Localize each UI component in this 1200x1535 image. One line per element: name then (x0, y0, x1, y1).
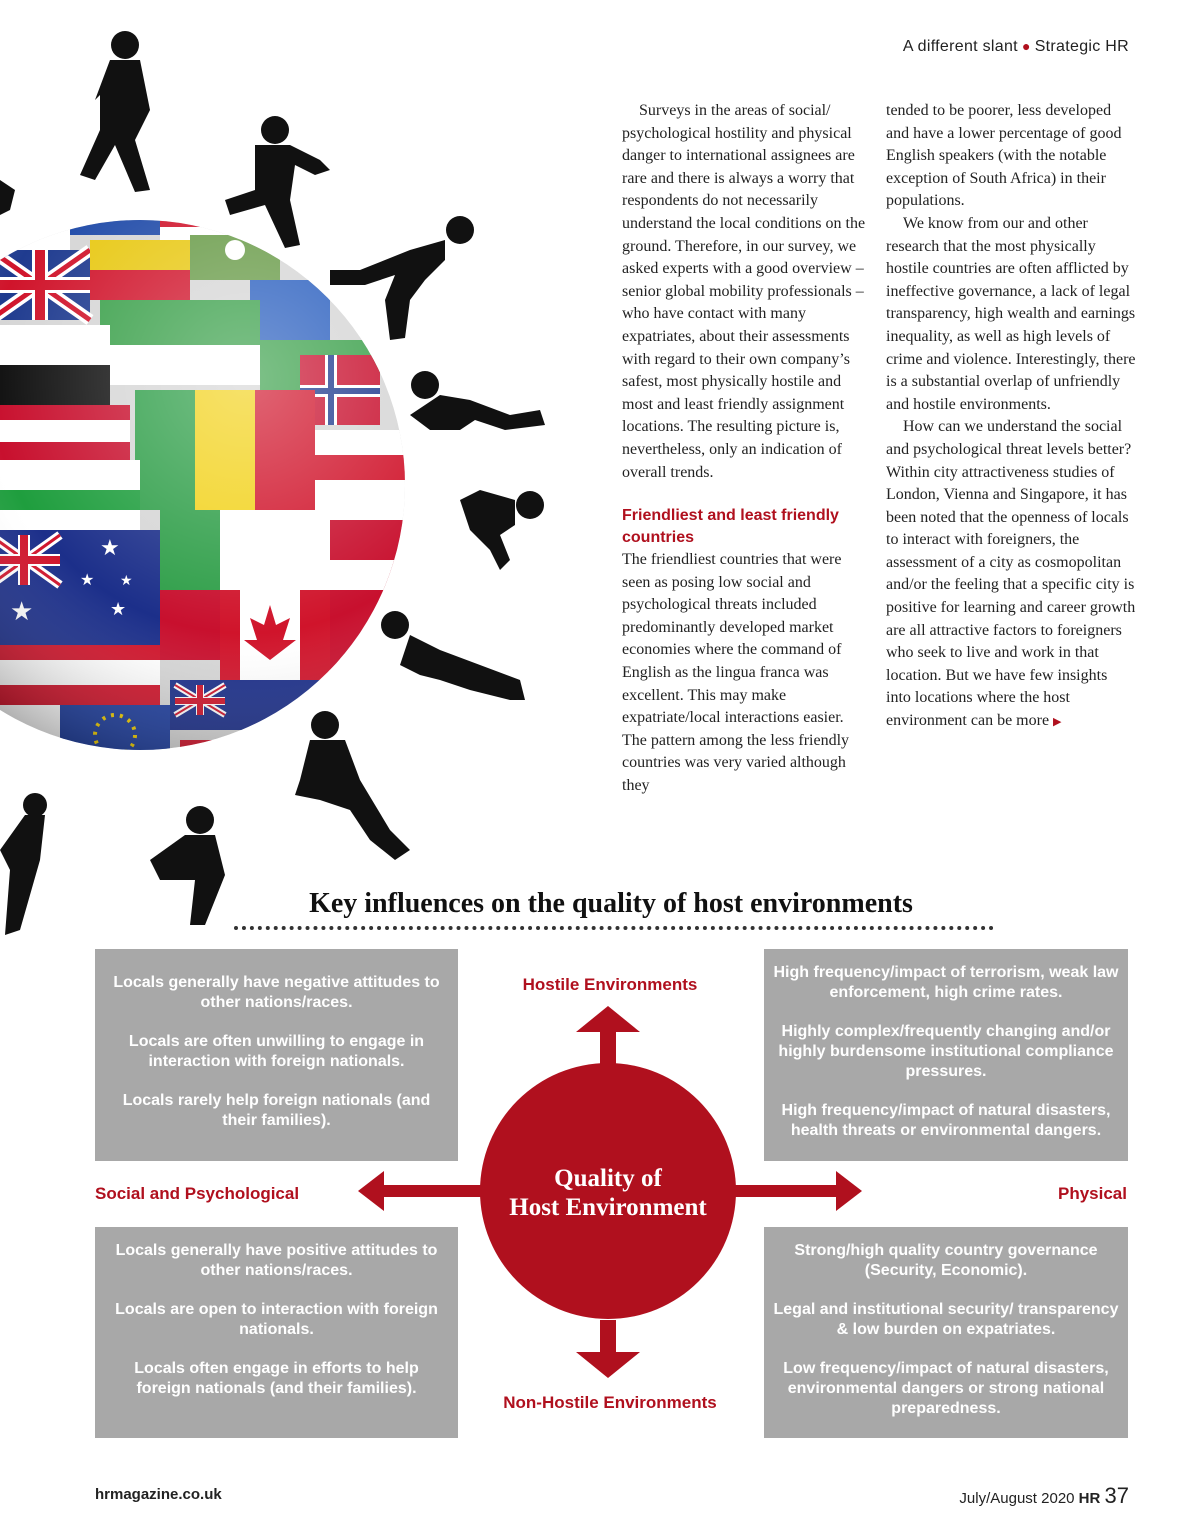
box-item: Locals are open to interaction with foreign nationals. (115, 1301, 438, 1338)
box-item: Legal and institutional security/ transparency & low burden on expatriates. (773, 1301, 1119, 1338)
article-column-2 (886, 100, 1136, 734)
paragraph: Surveys in the areas of social/ psychological hostility and physical danger to international assignees are rare and there is always a worry that respondents do not necessarily understand the local conditions on the ground. Therefore, in our survey, we asked experts with a good overview – senior global mobility professionals – who have contact with many expatriates, about their assessments with regard to their own company’s safest, most physically hostile and most and least friendly assignment locations. The resulting picture is, nevertheless, only an indication of overall trends. (622, 102, 866, 481)
paragraph: The friendliest countries that were seen as posing low social and psychological threats included predominantly developed market economies where the command of English as the lingua franca was excellent. This may make expatriate/local interactions easier. The pattern among the less friendly countries was very varied although they (622, 551, 850, 795)
continue-arrow-icon: ▶ (1053, 716, 1062, 729)
center-label-line1: Quality of (554, 1165, 662, 1192)
label-physical: Physical (1058, 1184, 1127, 1203)
page-number: 37 (1104, 1483, 1129, 1508)
box-item: Locals rarely help foreign nationals (and their families). (122, 1092, 431, 1129)
footer-folio (959, 1483, 1129, 1509)
dotted-divider (234, 926, 994, 930)
arrow-down-head (576, 1352, 640, 1378)
paragraph-text: How can we understand the social and psychological threat levels better? Within city attractiveness studies of London, Vienna and Singapore, it has been noted that the openness of locals to interact with foreigners, the assessment of a city as cosmopolitan and/or the feeling that a specific city is positive for learning and career growth are all attractive factors to foreigners who seek to live and work in that location. But we have few insights into locations where the host environment can be more (886, 418, 1136, 730)
diagram-title: Key influences on the quality of host environments (309, 888, 913, 919)
label-social-psychological: Social and Psychological (95, 1184, 300, 1203)
box-item: High frequency/impact of terrorism, weak law enforcement, high crime rates. (773, 964, 1119, 1001)
arrow-up-head (576, 1006, 640, 1032)
paragraph (886, 416, 1136, 733)
article-column-1 (622, 100, 872, 798)
label-non-hostile: Non-Hostile Environments (503, 1393, 717, 1412)
box-item: Locals are often unwilling to engage in interaction with foreign nationals. (128, 1033, 425, 1070)
arrow-right-head (836, 1171, 862, 1211)
paragraph: We know from our and other research that the most physically hostile countries are often afflicted by ineffective governance, a lack of legal transparency, high wealth and earnings inequality, as well as high levels of crime and violence. Interestingly, there is a substantial overlap of unfriendly and hostile environments. (886, 214, 1136, 413)
bullet-dot-icon: ● (1021, 38, 1031, 54)
box-item: Highly complex/frequently changing and/or highly burdensome institutional compliance pressures. (778, 1023, 1114, 1080)
box-item: Low frequency/impact of natural disasters, environmental dangers or strong national preparedness. (783, 1360, 1109, 1417)
center-label (482, 1164, 734, 1222)
magazine-name: HR (1078, 1490, 1101, 1507)
box-item: Locals generally have positive attitudes to other nations/races. (115, 1242, 438, 1279)
arrow-down-shaft (600, 1320, 616, 1354)
arrow-right-shaft (725, 1185, 838, 1197)
arrow-left-shaft (382, 1185, 492, 1197)
center-label-line2: Host Environment (509, 1194, 707, 1221)
box-item: Strong/high quality country governance (Security, Economic). (794, 1242, 1098, 1279)
topic-label: Strategic HR (1034, 38, 1129, 55)
issue-date: July/August 2020 (959, 1490, 1075, 1507)
box-item: Locals often engage in efforts to help foreign nationals (and their families). (134, 1360, 419, 1397)
footer-site: hrmagazine.co.uk (95, 1486, 222, 1503)
label-hostile: Hostile Environments (522, 975, 698, 994)
subheading: Friendliest and least friendly countries (622, 507, 839, 547)
globe-illustration (0, 0, 560, 960)
box-item: High frequency/impact of natural disasters, health threats or environmental dangers. (781, 1102, 1111, 1139)
box-item: Locals generally have negative attitudes to other nations/races. (113, 974, 440, 1011)
paragraph: tended to be poorer, less developed and have a lower percentage of good English speakers (with the notable exception of South Africa) in their populations. (886, 102, 1122, 210)
arrow-left-head (358, 1171, 384, 1211)
running-header (903, 38, 1129, 56)
section-label: A different slant (902, 38, 1018, 55)
